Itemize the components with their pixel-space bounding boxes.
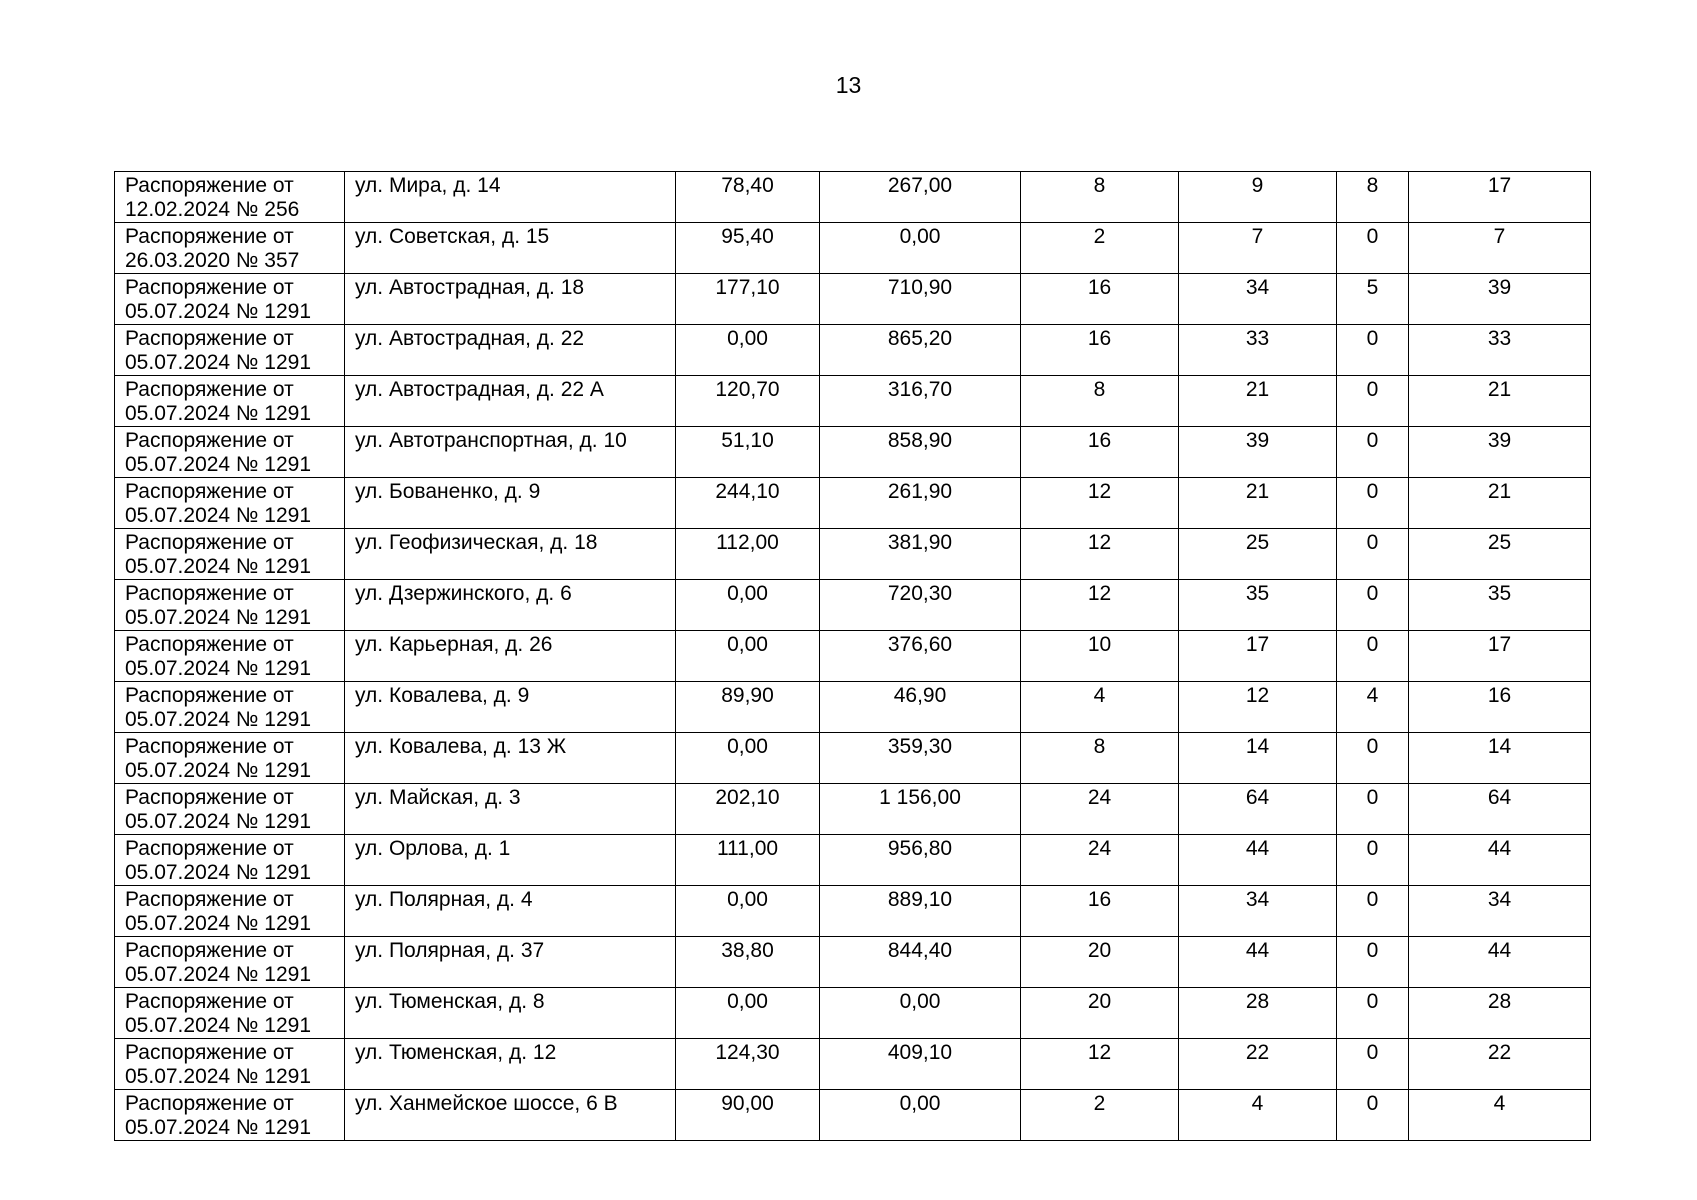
area-2-cell: 359,30 <box>820 733 1021 784</box>
document-line-2: 12.02.2024 № 256 <box>125 198 300 221</box>
address-cell: ул. Автострадная, д. 18 <box>345 274 676 325</box>
document-line-2: 05.07.2024 № 1291 <box>125 759 312 782</box>
table-row <box>115 733 1591 784</box>
document-line-1: Распоряжение от <box>125 684 294 707</box>
table-row <box>115 784 1591 835</box>
count-1-cell: 12 <box>1021 478 1179 529</box>
total-cell: 44 <box>1409 937 1591 988</box>
document-line-1: Распоряжение от <box>125 174 294 197</box>
document-line-2: 05.07.2024 № 1291 <box>125 1065 312 1088</box>
document-line-2: 05.07.2024 № 1291 <box>125 300 312 323</box>
total-cell: 17 <box>1409 631 1591 682</box>
document-line-1: Распоряжение от <box>125 837 294 860</box>
table-row <box>115 274 1591 325</box>
document-line-1: Распоряжение от <box>125 633 294 656</box>
count-2-cell: 12 <box>1179 682 1337 733</box>
table-row <box>115 682 1591 733</box>
area-1-cell: 0,00 <box>676 580 820 631</box>
total-cell: 35 <box>1409 580 1591 631</box>
count-2-cell: 14 <box>1179 733 1337 784</box>
document-cell <box>115 631 345 682</box>
document-line-2: 05.07.2024 № 1291 <box>125 402 312 425</box>
count-2-cell: 28 <box>1179 988 1337 1039</box>
count-2-cell: 21 <box>1179 376 1337 427</box>
document-line-1: Распоряжение от <box>125 378 294 401</box>
table-row <box>115 580 1591 631</box>
table-row <box>115 937 1591 988</box>
count-1-cell: 8 <box>1021 733 1179 784</box>
table-row <box>115 631 1591 682</box>
count-2-cell: 7 <box>1179 223 1337 274</box>
area-2-cell: 376,60 <box>820 631 1021 682</box>
total-cell: 39 <box>1409 274 1591 325</box>
count-1-cell: 16 <box>1021 274 1179 325</box>
total-cell: 21 <box>1409 478 1591 529</box>
address-cell: ул. Автострадная, д. 22 <box>345 325 676 376</box>
document-cell <box>115 682 345 733</box>
area-2-cell: 0,00 <box>820 1090 1021 1141</box>
document-line-2: 05.07.2024 № 1291 <box>125 453 312 476</box>
count-2-cell: 25 <box>1179 529 1337 580</box>
count-2-cell: 4 <box>1179 1090 1337 1141</box>
area-1-cell: 90,00 <box>676 1090 820 1141</box>
table-row <box>115 835 1591 886</box>
document-line-2: 05.07.2024 № 1291 <box>125 1014 312 1037</box>
count-2-cell: 22 <box>1179 1039 1337 1090</box>
count-1-cell: 20 <box>1021 937 1179 988</box>
address-cell: ул. Дзержинского, д. 6 <box>345 580 676 631</box>
document-line-1: Распоряжение от <box>125 276 294 299</box>
count-3-cell: 4 <box>1337 682 1409 733</box>
count-1-cell: 16 <box>1021 325 1179 376</box>
document-cell <box>115 886 345 937</box>
area-2-cell: 710,90 <box>820 274 1021 325</box>
area-2-cell: 720,30 <box>820 580 1021 631</box>
document-cell <box>115 1039 345 1090</box>
count-1-cell: 24 <box>1021 784 1179 835</box>
count-3-cell: 0 <box>1337 325 1409 376</box>
document-cell <box>115 580 345 631</box>
count-3-cell: 5 <box>1337 274 1409 325</box>
area-1-cell: 0,00 <box>676 631 820 682</box>
document-line-1: Распоряжение от <box>125 1092 294 1115</box>
document-cell <box>115 529 345 580</box>
area-1-cell: 124,30 <box>676 1039 820 1090</box>
count-2-cell: 17 <box>1179 631 1337 682</box>
count-3-cell: 0 <box>1337 784 1409 835</box>
count-1-cell: 12 <box>1021 1039 1179 1090</box>
document-line-2: 05.07.2024 № 1291 <box>125 657 312 680</box>
document-cell <box>115 988 345 1039</box>
document-line-1: Распоряжение от <box>125 225 294 248</box>
document-cell <box>115 784 345 835</box>
area-1-cell: 89,90 <box>676 682 820 733</box>
address-cell: ул. Тюменская, д. 8 <box>345 988 676 1039</box>
area-1-cell: 38,80 <box>676 937 820 988</box>
document-cell <box>115 835 345 886</box>
area-2-cell: 381,90 <box>820 529 1021 580</box>
area-1-cell: 0,00 <box>676 988 820 1039</box>
count-1-cell: 16 <box>1021 886 1179 937</box>
area-1-cell: 111,00 <box>676 835 820 886</box>
count-2-cell: 35 <box>1179 580 1337 631</box>
total-cell: 34 <box>1409 886 1591 937</box>
total-cell: 14 <box>1409 733 1591 784</box>
area-1-cell: 202,10 <box>676 784 820 835</box>
document-cell <box>115 937 345 988</box>
address-cell: ул. Полярная, д. 4 <box>345 886 676 937</box>
document-line-2: 05.07.2024 № 1291 <box>125 555 312 578</box>
area-1-cell: 244,10 <box>676 478 820 529</box>
address-cell: ул. Автотранспортная, д. 10 <box>345 427 676 478</box>
address-cell: ул. Автострадная, д. 22 А <box>345 376 676 427</box>
address-cell: ул. Бованенко, д. 9 <box>345 478 676 529</box>
area-2-cell: 0,00 <box>820 223 1021 274</box>
count-3-cell: 0 <box>1337 886 1409 937</box>
count-3-cell: 0 <box>1337 1090 1409 1141</box>
address-cell: ул. Советская, д. 15 <box>345 223 676 274</box>
count-1-cell: 12 <box>1021 529 1179 580</box>
total-cell: 21 <box>1409 376 1591 427</box>
total-cell: 39 <box>1409 427 1591 478</box>
area-2-cell: 316,70 <box>820 376 1021 427</box>
count-2-cell: 34 <box>1179 886 1337 937</box>
document-line-2: 05.07.2024 № 1291 <box>125 963 312 986</box>
area-2-cell: 0,00 <box>820 988 1021 1039</box>
count-2-cell: 9 <box>1179 172 1337 223</box>
total-cell: 44 <box>1409 835 1591 886</box>
count-3-cell: 0 <box>1337 427 1409 478</box>
area-1-cell: 95,40 <box>676 223 820 274</box>
table-row <box>115 376 1591 427</box>
document-line-1: Распоряжение от <box>125 480 294 503</box>
table-row <box>115 478 1591 529</box>
count-2-cell: 33 <box>1179 325 1337 376</box>
document-line-2: 05.07.2024 № 1291 <box>125 504 312 527</box>
count-3-cell: 0 <box>1337 580 1409 631</box>
total-cell: 25 <box>1409 529 1591 580</box>
document-cell <box>115 325 345 376</box>
count-3-cell: 0 <box>1337 1039 1409 1090</box>
address-cell: ул. Полярная, д. 37 <box>345 937 676 988</box>
area-2-cell: 844,40 <box>820 937 1021 988</box>
document-line-1: Распоряжение от <box>125 735 294 758</box>
table-row <box>115 1090 1591 1141</box>
count-1-cell: 16 <box>1021 427 1179 478</box>
document-line-1: Распоряжение от <box>125 1041 294 1064</box>
address-cell: ул. Майская, д. 3 <box>345 784 676 835</box>
count-1-cell: 10 <box>1021 631 1179 682</box>
area-2-cell: 46,90 <box>820 682 1021 733</box>
area-2-cell: 1 156,00 <box>820 784 1021 835</box>
count-1-cell: 20 <box>1021 988 1179 1039</box>
area-2-cell: 865,20 <box>820 325 1021 376</box>
table-row <box>115 529 1591 580</box>
count-1-cell: 12 <box>1021 580 1179 631</box>
count-2-cell: 34 <box>1179 274 1337 325</box>
count-3-cell: 0 <box>1337 223 1409 274</box>
count-2-cell: 21 <box>1179 478 1337 529</box>
total-cell: 64 <box>1409 784 1591 835</box>
count-2-cell: 39 <box>1179 427 1337 478</box>
count-1-cell: 2 <box>1021 223 1179 274</box>
document-cell <box>115 427 345 478</box>
address-cell: ул. Орлова, д. 1 <box>345 835 676 886</box>
document-line-2: 05.07.2024 № 1291 <box>125 912 312 935</box>
address-cell: ул. Ковалева, д. 9 <box>345 682 676 733</box>
address-cell: ул. Ханмейское шоссе, 6 В <box>345 1090 676 1141</box>
count-1-cell: 4 <box>1021 682 1179 733</box>
count-3-cell: 0 <box>1337 529 1409 580</box>
total-cell: 28 <box>1409 988 1591 1039</box>
registry-table <box>114 171 1591 1141</box>
count-2-cell: 44 <box>1179 937 1337 988</box>
table-row <box>115 427 1591 478</box>
total-cell: 4 <box>1409 1090 1591 1141</box>
count-2-cell: 44 <box>1179 835 1337 886</box>
address-cell: ул. Геофизическая, д. 18 <box>345 529 676 580</box>
document-cell <box>115 274 345 325</box>
area-1-cell: 112,00 <box>676 529 820 580</box>
table-row <box>115 223 1591 274</box>
document-line-1: Распоряжение от <box>125 531 294 554</box>
page-number: 13 <box>835 72 862 98</box>
document-line-2: 05.07.2024 № 1291 <box>125 708 312 731</box>
address-cell: ул. Карьерная, д. 26 <box>345 631 676 682</box>
area-1-cell: 0,00 <box>676 325 820 376</box>
document-line-2: 05.07.2024 № 1291 <box>125 861 312 884</box>
document-line-2: 05.07.2024 № 1291 <box>125 351 312 374</box>
document-line-1: Распоряжение от <box>125 327 294 350</box>
document-line-1: Распоряжение от <box>125 939 294 962</box>
address-cell: ул. Мира, д. 14 <box>345 172 676 223</box>
total-cell: 7 <box>1409 223 1591 274</box>
area-2-cell: 889,10 <box>820 886 1021 937</box>
table-row <box>115 1039 1591 1090</box>
address-cell: ул. Тюменская, д. 12 <box>345 1039 676 1090</box>
total-cell: 33 <box>1409 325 1591 376</box>
count-1-cell: 8 <box>1021 376 1179 427</box>
count-3-cell: 0 <box>1337 631 1409 682</box>
table-row <box>115 886 1591 937</box>
count-3-cell: 0 <box>1337 988 1409 1039</box>
total-cell: 16 <box>1409 682 1591 733</box>
registry-table-body <box>115 172 1591 1141</box>
total-cell: 17 <box>1409 172 1591 223</box>
count-1-cell: 24 <box>1021 835 1179 886</box>
document-cell <box>115 1090 345 1141</box>
document-cell <box>115 223 345 274</box>
document-line-2: 26.03.2020 № 357 <box>125 249 300 272</box>
area-2-cell: 409,10 <box>820 1039 1021 1090</box>
document-cell <box>115 478 345 529</box>
area-1-cell: 51,10 <box>676 427 820 478</box>
document-line-2: 05.07.2024 № 1291 <box>125 1116 312 1139</box>
area-1-cell: 177,10 <box>676 274 820 325</box>
count-3-cell: 8 <box>1337 172 1409 223</box>
document-line-1: Распоряжение от <box>125 582 294 605</box>
table-row <box>115 172 1591 223</box>
count-1-cell: 8 <box>1021 172 1179 223</box>
document-line-2: 05.07.2024 № 1291 <box>125 606 312 629</box>
area-1-cell: 0,00 <box>676 733 820 784</box>
count-3-cell: 0 <box>1337 937 1409 988</box>
count-3-cell: 0 <box>1337 478 1409 529</box>
document-line-1: Распоряжение от <box>125 990 294 1013</box>
document-line-1: Распоряжение от <box>125 888 294 911</box>
area-1-cell: 120,70 <box>676 376 820 427</box>
area-2-cell: 956,80 <box>820 835 1021 886</box>
total-cell: 22 <box>1409 1039 1591 1090</box>
document-line-1: Распоряжение от <box>125 429 294 452</box>
document-line-1: Распоряжение от <box>125 786 294 809</box>
area-1-cell: 0,00 <box>676 886 820 937</box>
area-2-cell: 261,90 <box>820 478 1021 529</box>
document-cell <box>115 733 345 784</box>
document-cell <box>115 376 345 427</box>
area-2-cell: 858,90 <box>820 427 1021 478</box>
document-cell <box>115 172 345 223</box>
count-3-cell: 0 <box>1337 835 1409 886</box>
area-2-cell: 267,00 <box>820 172 1021 223</box>
table-row <box>115 988 1591 1039</box>
count-2-cell: 64 <box>1179 784 1337 835</box>
area-1-cell: 78,40 <box>676 172 820 223</box>
address-cell: ул. Ковалева, д. 13 Ж <box>345 733 676 784</box>
document-line-2: 05.07.2024 № 1291 <box>125 810 312 833</box>
count-3-cell: 0 <box>1337 376 1409 427</box>
count-1-cell: 2 <box>1021 1090 1179 1141</box>
table-row <box>115 325 1591 376</box>
count-3-cell: 0 <box>1337 733 1409 784</box>
